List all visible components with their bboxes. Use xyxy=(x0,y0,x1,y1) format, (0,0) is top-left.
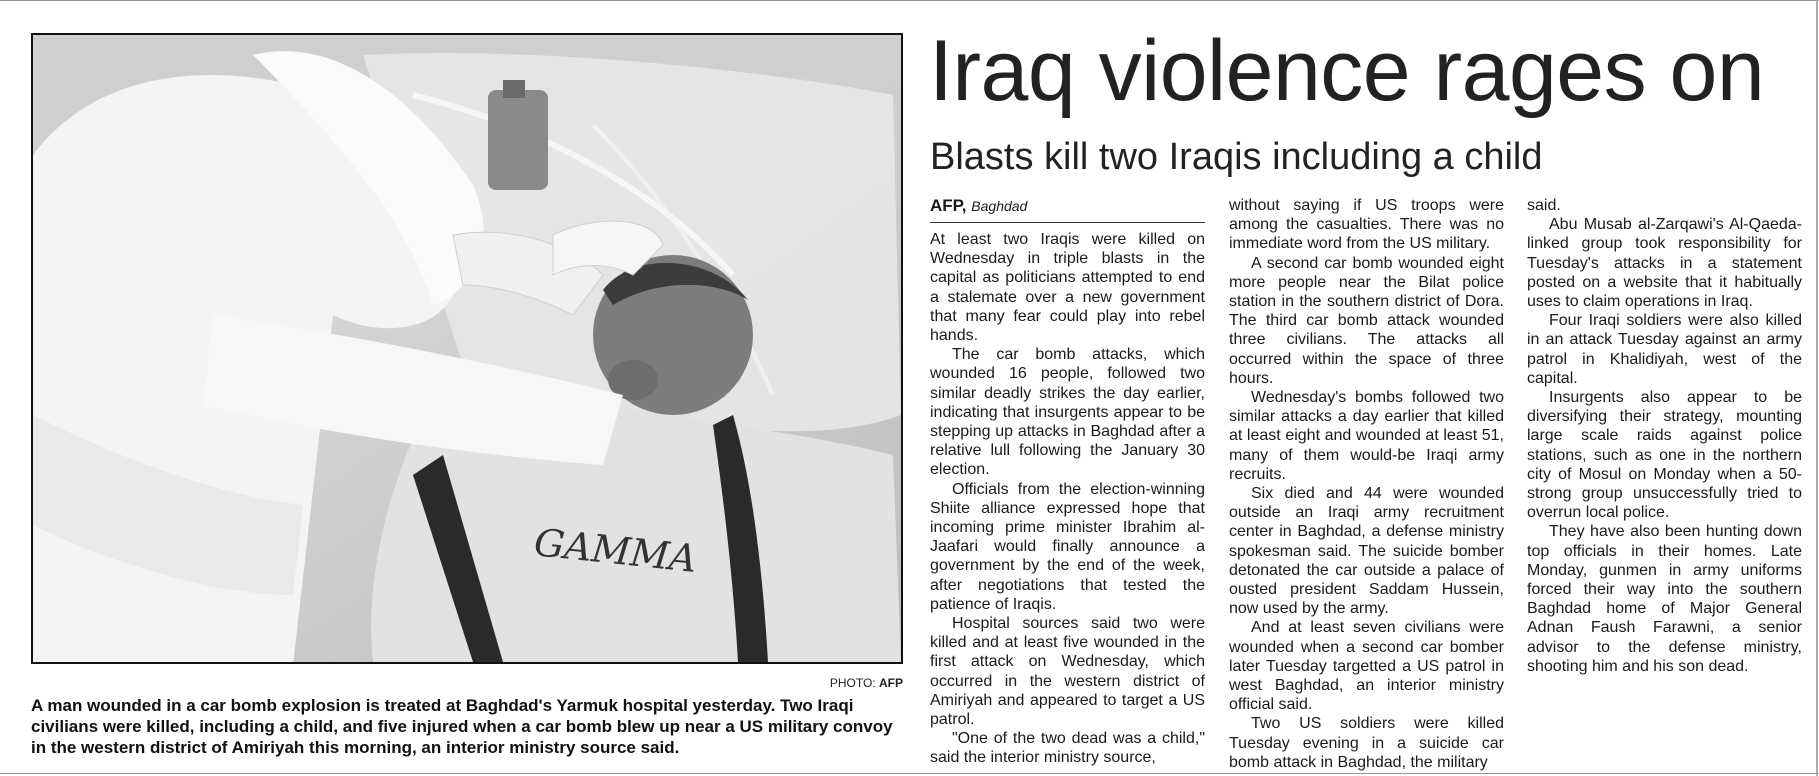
headline: Iraq violence rages on xyxy=(929,23,1765,119)
photo-caption: A man wounded in a car bomb explosion is treated at Baghdad's Yarmuk hospital yesterday. Two Iraqi civilians were killed, including a child, and five injured when a car bomb blew up near a US military convoy in the western district of Amiriyah this morning, an interior ministry source said. xyxy=(31,696,893,757)
paragraph: Six died and 44 were wounded outside an Iraqi army recruitment center in Baghdad, a defense ministry spokesman said. The suicide bomber detonated the car outside a palace of ousted president Saddam Hussein, now used by the army. xyxy=(1229,485,1504,618)
byline-place: Baghdad xyxy=(971,198,1028,214)
paragraph: And at least seven civilians were wounded when a second car bomber later Tuesday targetted a US patrol in west Baghdad, an interior ministry official said. xyxy=(1229,619,1504,714)
article-column-3 xyxy=(1527,196,1802,676)
paragraph: They have also been hunting down top officials in their homes. Late Monday, gunmen in army uniforms forced their way into the southern Baghdad home of Major General Adnan Faush Farawni, a senior advisor to the defense ministry, shooting him and his son dead. xyxy=(1527,523,1802,675)
paragraph: Hospital sources said two were killed and at least five wounded in the first attack on Wednesday, which occurred in the western district of Amiriyah and appeared to target a US patrol. xyxy=(930,615,1205,729)
article-column-1 xyxy=(930,196,1205,768)
photo-credit xyxy=(31,676,903,690)
paragraph: said. xyxy=(1527,197,1561,214)
svg-text:GAMMA: GAMMA xyxy=(532,520,699,581)
paragraph: At least two Iraqis were killed on Wednesday in triple blasts in the capital as politicians attempted to end a stalemate over a new government that many fear could play into rebel hands. xyxy=(930,231,1205,345)
paragraph: without saying if US troops were among the casualties. There was no immediate word from the US military. xyxy=(1229,197,1504,253)
paragraph: "One of the two dead was a child," said the interior ministry source, xyxy=(930,730,1205,767)
paragraph: Wednesday's bombs followed two similar attacks a day earlier that killed at least eight and wounded at least 51, many of them would-be Iraqi army recruits. xyxy=(1229,389,1504,483)
photo-credit-agency: AFP xyxy=(879,676,903,690)
subheadline: Blasts kill two Iraqis including a child xyxy=(930,136,1543,178)
paragraph: Two US soldiers were killed Tuesday evening in a suicide car bomb attack in Baghdad, the military xyxy=(1229,715,1504,771)
right-rule xyxy=(1816,0,1818,776)
news-photo xyxy=(31,33,903,664)
paragraph: Insurgents also appear to be diversifying their strategy, mounting large scale raids against police stations, such as one in the northern city of Mosul on Monday when a 50-strong group unsuccessfully tried to overrun local police. xyxy=(1527,389,1802,522)
top-rule xyxy=(0,0,1819,1)
byline-agency: AFP, xyxy=(930,196,967,215)
article-column-2 xyxy=(1229,196,1504,772)
photo-credit-label: PHOTO: xyxy=(829,676,876,690)
bottom-rule xyxy=(0,773,1819,774)
dateline xyxy=(930,196,1205,223)
paragraph: The car bomb attacks, which wounded 16 people, followed two similar deadly strikes the day earlier, indicating that insurgents appear to be stepping up attacks in Baghdad after a relative lull following the January 30 election. xyxy=(930,346,1205,479)
paragraph: Officials from the election-winning Shiite alliance expressed hope that incoming prime minister Ibrahim al-Jaafari would finally announce a government by the end of the week, after negotiations that tested the patience of Iraqis. xyxy=(930,480,1205,613)
paragraph: Abu Musab al-Zarqawi's Al-Qaeda-linked group took responsibility for Tuesday's attacks in a statement posted on a website that it habitually uses to claim operations in Iraq. xyxy=(1527,216,1802,311)
paragraph: A second car bomb wounded eight more people near the Bilat police station in the southern district of Dora. The third car bomb attack wounded three civilians. The attacks all occurred within the space of three hours. xyxy=(1229,254,1504,387)
paragraph: Four Iraqi soldiers were also killed in an attack Tuesday against an army patrol in Khalidiyah, west of the capital. xyxy=(1527,312,1802,387)
